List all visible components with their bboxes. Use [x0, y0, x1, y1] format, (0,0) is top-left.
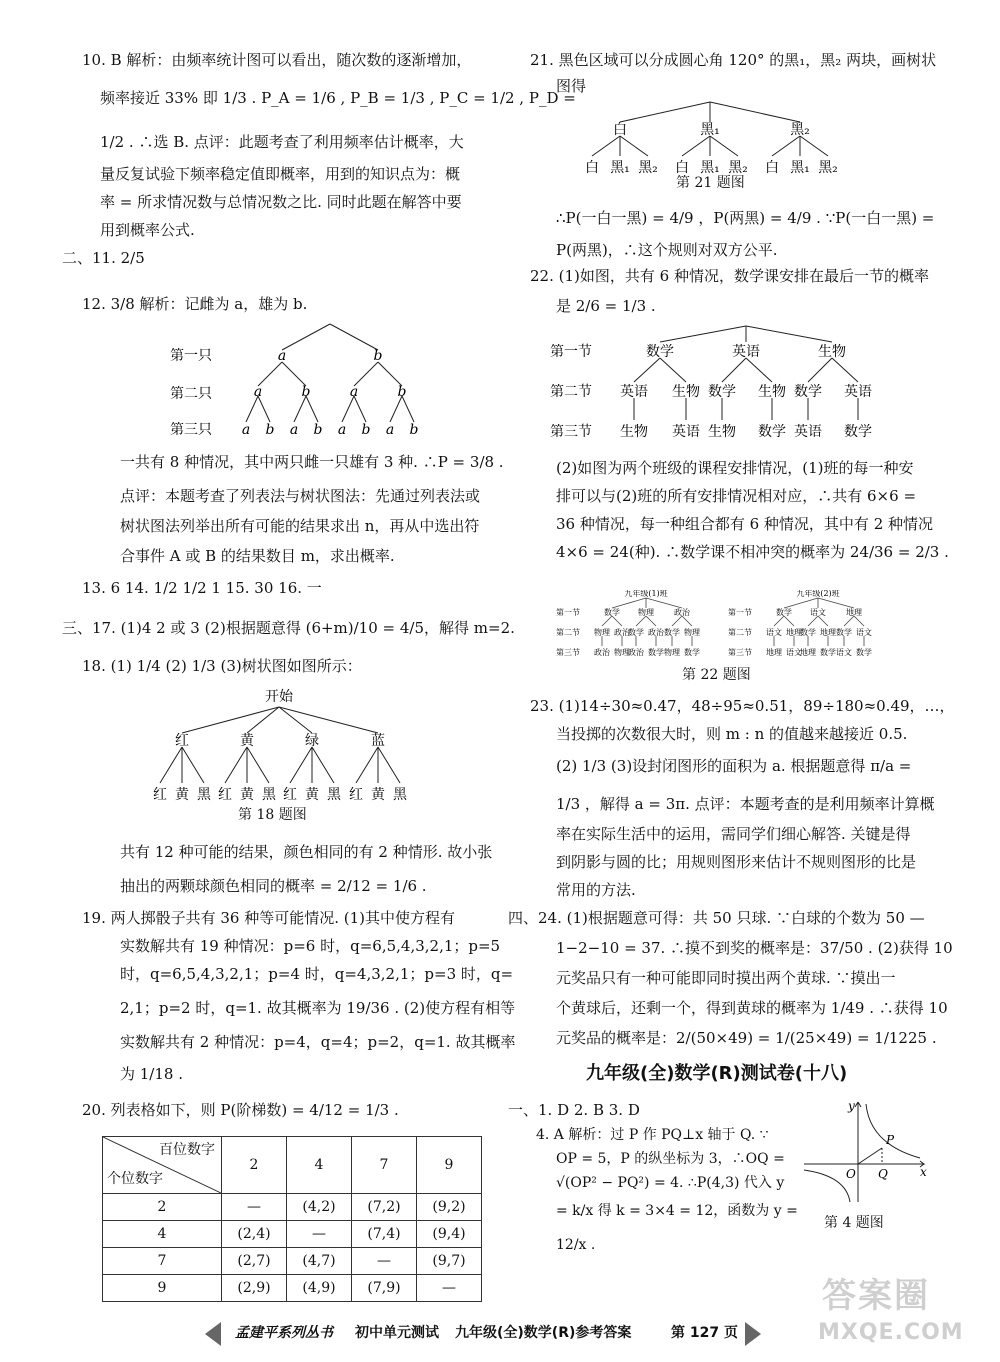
q23-line5: 率在实际生活中的运用，需同学们细心解答. 关键是得	[556, 825, 911, 843]
small-node: 数学	[604, 608, 620, 617]
q24-line4: 个黄球后，还剩一个，得到黄球的概率为 1/49 . ∴获得 10	[556, 999, 948, 1017]
q21-tree-svg	[570, 98, 860, 182]
q18-caption: 第 18 题图	[238, 807, 307, 823]
q12-node: b	[301, 384, 311, 400]
q18-leaf: 黄	[371, 787, 385, 803]
q22-tree-figure	[546, 322, 876, 447]
q12-comment-3: 合事件 A 或 B 的结果数目 m，求出概率.	[120, 547, 395, 565]
table-cell: (9,2)	[417, 1194, 482, 1221]
q4-line2: OP = 5，P 的纵坐标为 3，∴OQ =	[556, 1151, 785, 1167]
table-cell: —	[417, 1275, 482, 1302]
q22-node: 生物	[818, 344, 846, 360]
q22-node: 数学	[794, 384, 822, 400]
q21-line1: 21. 黑色区域可以分成圆心角 120° 的黑₁，黑₂ 两块，画树状	[530, 51, 937, 69]
q12-leaf: a	[289, 422, 299, 438]
q12-leaf: a	[241, 422, 251, 438]
small-row-label: 第二节	[728, 628, 752, 637]
small-node: 语文	[766, 628, 782, 637]
corner-bottom-label: 个位数字	[107, 1171, 163, 1188]
q18-leaf: 黑	[327, 787, 341, 803]
q10-line2: 频率接近 33% 即 1/3 . P_A = 1/6 , P_B = 1/3 , P_C = 1/2 , P_D =	[100, 89, 576, 107]
q12-node: a	[253, 384, 263, 400]
small-leaf: 地理	[800, 648, 816, 657]
table-corner	[103, 1137, 222, 1194]
table-cell: (4,2)	[287, 1194, 352, 1221]
q10-line1: 10. B 解析：由频率统计图可以看出，随次数的逐渐增加，	[82, 51, 472, 69]
q21-leaf: 白	[765, 160, 779, 176]
small-node: 物理	[684, 628, 700, 637]
q22-node: 数学	[646, 344, 674, 360]
q18-leaf: 红	[153, 787, 167, 803]
q18-leaf: 黑	[197, 787, 211, 803]
q19-line6: 为 1/18 .	[120, 1065, 183, 1083]
small-node: 政治	[648, 628, 664, 637]
small-node: 数学	[836, 628, 852, 637]
q12-node: a	[349, 384, 359, 400]
q22-leaf: 英语	[672, 424, 700, 440]
graph-label: O	[846, 1167, 856, 1181]
q18-tree-figure	[142, 685, 422, 810]
q22-part2-line3: 36 种情况，每一种组合都有 6 种情况，其中有 2 种情况	[556, 515, 934, 533]
q12-leaf: b	[361, 422, 371, 438]
small-node: 数学	[664, 628, 680, 637]
small-row-label: 第三节	[728, 648, 752, 657]
column-header: 9	[417, 1137, 482, 1194]
row-header: 2	[103, 1194, 222, 1221]
table-cell: (2,7)	[222, 1248, 287, 1275]
q18-after-2: 抽出的两颗球颜色相同的概率 = 2/12 = 1/6 .	[120, 877, 427, 895]
small-tree-title: 九年级(2)班	[796, 590, 840, 598]
q12-row-label-1: 第一只	[170, 348, 212, 364]
q12-comment-2: 树状图法列举出所有可能的结果求出 n，再从中选出符	[120, 517, 480, 535]
q4-line4: = k/x 得 k = 3×4 = 12，函数为 y =	[556, 1203, 798, 1219]
graph-label: P	[886, 1133, 895, 1147]
table-row	[103, 1221, 482, 1248]
test-title: 九年级(全)数学(R)测试卷(十八)	[586, 1063, 848, 1084]
q4-line3: √(OP² − PQ²) = 4. ∴P(4,3) 代入 y	[556, 1175, 785, 1191]
q22-leaf: 数学	[844, 424, 872, 440]
small-leaf: 语文	[836, 648, 852, 657]
footer-book: 初中单元测试	[355, 1325, 439, 1341]
graph-label: Q	[878, 1167, 888, 1181]
small-node: 政治	[614, 628, 630, 637]
column-header: 4	[287, 1137, 352, 1194]
q24-line3: 元奖品只有一种可能即同时摸出两个黄球. ∵摸出一	[556, 969, 896, 987]
q18-node: 黄	[240, 733, 254, 749]
q21-leaf: 白	[675, 160, 689, 176]
q21-node: 黑₂	[790, 122, 810, 138]
q22-leaf: 数学	[758, 424, 786, 440]
hyperbola-branch-2	[804, 1170, 850, 1202]
q18-leaf: 黄	[175, 787, 189, 803]
table-row	[103, 1275, 482, 1302]
q10-line5: 率 = 所求情况数与总情况数之比. 同时此题在解答中要	[100, 193, 462, 211]
q10-line3: 1/2 . ∴选 B. 点评：此题考查了利用频率估计概率，大	[100, 133, 464, 151]
page-footer	[205, 1318, 785, 1348]
q12-leaf: b	[265, 422, 275, 438]
q10-line6: 用到概率公式.	[100, 221, 195, 239]
small-node: 地理	[786, 628, 802, 637]
q4-caption: 第 4 题图	[824, 1215, 884, 1231]
q23-line3: (2) 1/3 (3)设封闭图形的面积为 a. 根据题意得 π/a =	[556, 757, 912, 775]
q19-line3: 时，q=6,5,4,3,2,1；p=4 时，q=4,3,2,1；p=3 时，q=	[120, 965, 514, 983]
section1-answers: 一、1. D 2. B 3. D	[508, 1101, 640, 1119]
q18-head: 18. (1) 1/4 (2) 1/3 (3)树状图如图所示：	[82, 657, 362, 675]
q17-answer: 三、17. (1)4 2 或 3 (2)根据题意得 (6+m)/10 = 4/5，解得 m=2.	[62, 619, 515, 637]
small-leaf: 地理	[766, 648, 782, 657]
small-leaf: 数学	[820, 648, 836, 657]
q21-leaf: 黑₂	[638, 160, 658, 176]
q22-leaf: 生物	[620, 424, 648, 440]
q22-line1: 22. (1)如图，共有 6 种情况，数学课安排在最后一节的概率	[530, 267, 929, 285]
q22-part2-line4: 4×6 = 24(种). ∴数学课不相冲突的概率为 24/36 = 2/3 .	[556, 543, 949, 561]
q12-comment-1: 点评：本题考查了列表法与树状图法：先通过列表法或	[120, 487, 481, 505]
q12-node: a	[277, 348, 287, 364]
q12-tree-figure	[170, 318, 450, 445]
table-cell: —	[352, 1248, 417, 1275]
q24-line1: 四、24. (1)根据题意可得：共 50 只球. ∵白球的个数为 50 —	[508, 909, 925, 927]
small-row-label: 第二节	[556, 628, 580, 637]
q22-node: 英语	[732, 344, 760, 360]
q12-node: b	[397, 384, 407, 400]
q22-caption: 第 22 题图	[682, 667, 751, 683]
q21-leaf: 黑₁	[610, 160, 630, 176]
small-leaf: 政治	[594, 648, 610, 657]
q4-graph-figure	[800, 1098, 930, 1213]
q21-after-2: P(两黑)，∴这个规则对双方公平.	[556, 241, 778, 259]
small-node: 地理	[820, 628, 836, 637]
small-leaf: 语文	[786, 648, 802, 657]
q23-line7: 常用的方法.	[556, 881, 636, 899]
q20-head: 20. 列表格如下，则 P(阶梯数) = 4/12 = 1/3 .	[82, 1101, 399, 1119]
q22-line2: 是 2/6 = 1/3 .	[556, 297, 656, 315]
row-header: 9	[103, 1275, 222, 1302]
table-cell: (7,4)	[352, 1221, 417, 1248]
small-leaf: 政治	[628, 648, 644, 657]
q23-line1: 23. (1)14÷30≈0.47，48÷95≈0.51，89÷180≈0.49，…，	[530, 697, 955, 715]
q18-node: 绿	[305, 733, 319, 749]
table-row	[103, 1194, 482, 1221]
q18-leaf: 红	[283, 787, 297, 803]
q22-node: 英语	[844, 384, 872, 400]
q19-line5: 实数解共有 2 种情况：p=4，q=4；p=2，q=1. 故其概率	[120, 1033, 516, 1051]
small-row-label: 第一节	[556, 608, 580, 617]
graph-label: y	[848, 1099, 855, 1113]
small-node: 数学	[628, 628, 644, 637]
q19-line2: 实数解共有 19 种情况：p=6 时，q=6,5,4,3,2,1；p=5	[120, 937, 501, 955]
row-header: 7	[103, 1248, 222, 1275]
q22-node: 生物	[672, 384, 700, 400]
small-node: 物理	[594, 628, 610, 637]
small-leaf: 物理	[664, 648, 680, 657]
table-row	[103, 1248, 482, 1275]
q18-node: 蓝	[371, 733, 385, 749]
small-node: 地理	[846, 608, 862, 617]
q12-leaf: a	[337, 422, 347, 438]
q18-root: 开始	[265, 689, 293, 705]
segment-op	[858, 1148, 882, 1164]
q24-line2: 1−2−10 = 37. ∴摸不到奖的概率是：37/50 . (2)获得 10	[556, 939, 953, 957]
corner-top-label: 百位数字	[159, 1142, 215, 1158]
q21-leaf: 白	[585, 160, 599, 176]
q4-line1: 4. A 解析：过 P 作 PQ⊥x 轴于 Q. ∵	[536, 1127, 769, 1143]
q18-after-1: 共有 12 种可能的结果，颜色相同的有 2 种情形. 故小张	[120, 843, 493, 861]
q22-node: 英语	[620, 384, 648, 400]
q21-after-1: ∴P(一白一黑) = 4/9 ，P(两黑) = 4/9 . ∵P(一白一黑) =	[556, 209, 935, 227]
small-leaf: 数学	[684, 648, 700, 657]
q12-leaf: b	[409, 422, 419, 438]
q21-leaf: 黑₁	[790, 160, 810, 176]
watermark-logo: 答案圈	[822, 1276, 930, 1316]
column-header: 7	[352, 1137, 417, 1194]
small-leaf: 数学	[856, 648, 872, 657]
q18-tree-svg	[142, 685, 422, 805]
q24-line5: 元奖品的概率是：2/(50×49) = 1/(25×49) = 1/1225 .	[556, 1029, 937, 1047]
q18-leaf: 红	[349, 787, 363, 803]
q18-leaf: 红	[218, 787, 232, 803]
table-cell: (7,2)	[352, 1194, 417, 1221]
small-node: 物理	[638, 608, 654, 617]
q18-leaf: 黑	[262, 787, 276, 803]
small-node: 政治	[674, 608, 690, 617]
table-header-row	[103, 1137, 482, 1194]
watermark-url: MXQE.COM	[818, 1320, 964, 1345]
small-tree-title: 九年级(1)班	[624, 590, 668, 598]
q23-line4: 1/3 ，解得 a = 3π. 点评：本题考查的是利用频率计算概	[556, 795, 935, 813]
q22-part2-line1: (2)如图为两个班级的课程安排情况，(1)班的每一种安	[556, 459, 914, 477]
small-node: 数学	[776, 608, 792, 617]
q11-answer: 二、11. 2/5	[62, 249, 145, 267]
table-cell: —	[222, 1194, 287, 1221]
graph-label: x	[920, 1165, 927, 1179]
q4-line5: 12/x .	[556, 1237, 596, 1253]
q18-leaf: 黄	[240, 787, 254, 803]
q18-node: 红	[175, 733, 189, 749]
q22-leaf: 生物	[708, 424, 736, 440]
table-cell: (9,4)	[417, 1221, 482, 1248]
q22-row-label: 第三节	[550, 424, 592, 440]
q21-line2: 图得	[556, 77, 587, 95]
small-row-label: 第一节	[728, 608, 752, 617]
q4-graph-svg	[800, 1098, 930, 1208]
hyperbola-branch-1	[866, 1104, 920, 1158]
q22-row-label: 第一节	[550, 344, 592, 360]
footer-answer: 九年级(全)数学(R)参考答案	[455, 1325, 632, 1341]
q19-line4: 2,1；p=2 时，q=1. 故其概率为 19/36 . (2)使方程有相等	[120, 999, 516, 1017]
footer-page: 第 127 页	[671, 1325, 738, 1341]
q20-table	[102, 1136, 482, 1302]
q12-leaf: b	[313, 422, 323, 438]
small-node: 语文	[856, 628, 872, 637]
q22-row-label: 第二节	[550, 384, 592, 400]
q22-small-trees	[556, 590, 896, 675]
table-cell: (2,4)	[222, 1221, 287, 1248]
table-cell: (9,7)	[417, 1248, 482, 1275]
q19-line1: 19. 两人掷骰子共有 36 种等可能情况. (1)其中使方程有	[82, 909, 456, 927]
small-leaf: 数学	[648, 648, 664, 657]
q20-table-wrap	[102, 1136, 482, 1302]
q12-leaf: a	[385, 422, 395, 438]
small-row-label: 第三节	[556, 648, 580, 657]
q22-tree-svg	[546, 322, 876, 442]
q12-after: 一共有 8 种情况，其中两只雌一只雄有 3 种. ∴P = 3/8 .	[120, 453, 504, 471]
q23-line6: 到阴影与圆的比；用规则图形来估计不规则图形的比是	[556, 853, 917, 871]
q23-line2: 当投掷的次数很大时，则 m : n 的值越来越接近 0.5.	[556, 725, 908, 743]
q22-node: 生物	[758, 384, 786, 400]
table-cell: (7,9)	[352, 1275, 417, 1302]
q22-node: 数学	[708, 384, 736, 400]
q12-row-label-3: 第三只	[170, 422, 212, 438]
q22-part2-line2: 排可以与(2)班的所有安排情况相对应，∴共有 6×6 =	[556, 487, 917, 505]
q12-node: b	[373, 348, 383, 364]
right-arrow-icon	[745, 1322, 761, 1346]
small-node: 语文	[810, 608, 826, 617]
q13-16-answers: 13. 6 14. 1/2 1/2 1 15. 30 16. 一	[82, 579, 322, 597]
q21-leaf: 黑₁	[700, 160, 720, 176]
q21-leaf: 黑₂	[728, 160, 748, 176]
q18-leaf: 黑	[393, 787, 407, 803]
q18-leaf: 黄	[305, 787, 319, 803]
q12-tree-svg	[170, 318, 450, 440]
q21-node: 白	[613, 122, 627, 138]
q10-line4: 量反复试验下频率稳定值即概率，用到的知识点为：概	[100, 165, 461, 183]
row-header: 4	[103, 1221, 222, 1248]
table-cell: —	[287, 1221, 352, 1248]
table-cell: (4,9)	[287, 1275, 352, 1302]
left-arrow-icon	[205, 1322, 221, 1346]
q12-head: 12. 3/8 解析：记雌为 a，雄为 b.	[82, 295, 308, 313]
table-cell: (2,9)	[222, 1275, 287, 1302]
small-leaf: 物理	[614, 648, 630, 657]
small-node: 数学	[800, 628, 816, 637]
column-header: 2	[222, 1137, 287, 1194]
footer-series: 孟建平系列丛书	[235, 1325, 333, 1341]
q21-leaf: 黑₂	[818, 160, 838, 176]
q21-node: 黑₁	[700, 122, 720, 138]
q22-leaf: 英语	[794, 424, 822, 440]
table-cell: (4,7)	[287, 1248, 352, 1275]
q22-small-trees-svg	[556, 590, 896, 670]
q12-row-label-2: 第二只	[170, 386, 212, 402]
q21-caption: 第 21 题图	[676, 175, 745, 191]
